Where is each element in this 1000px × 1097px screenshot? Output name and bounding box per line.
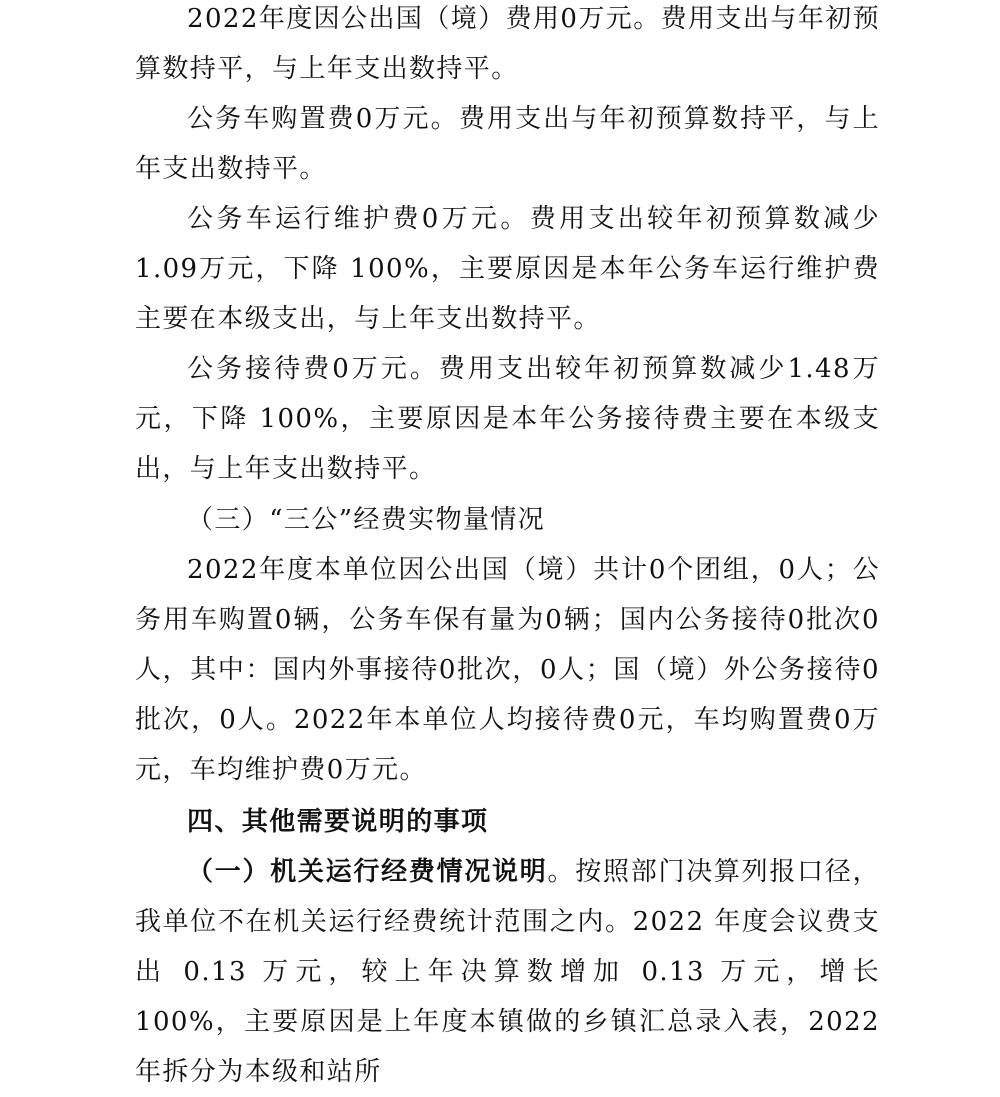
paragraph-vehicle-purchase-cost: 公务车购置费0万元。费用支出与年初预算数持平，与上年支出数持平。 [135,104,880,184]
paragraph-physical-quantity-details: 2022年度本单位因公出国（境）共计0个团组，0人；公务用车购置0辆，公务车保有量为0辆；国内公务接待0批次0人，其中：国内外事接待0批次，0人；国（境）外公务接待0批次，0人。2022年本单位人均接待费0元，车均购置费0万元，车均维护费0万元。 [135,555,880,785]
paragraph-vehicle-maintenance-cost: 公务车运行维护费0万元。费用支出较年初预算数减少1.09万元，下降 100%，主要原因是本年公务车运行维护费主要在本级支出，与上年支出数持平。 [135,204,880,334]
paragraph-operating-expenses [135,847,880,1097]
section-heading-physical-quantity: （三）“三公”经费实物量情况 [187,505,546,535]
operating-expenses-lead: （一）机关运行经费情况说明 [187,857,548,887]
section-heading-other-matters: 四、其他需要说明的事项 [187,807,489,837]
paragraph-reception-cost: 公务接待费0万元。费用支出较年初预算数减少1.48万元，下降 100%，主要原因是本年公务接待费主要在本级支出，与上年支出数持平。 [135,354,880,484]
paragraph-overseas-travel-cost: 2022年度因公出国（境）费用0万元。费用支出与年初预算数持平，与上年支出数持平。 [135,4,880,84]
operating-expenses-body: 。按照部门决算列报口径，我单位不在机关运行经费统计范围之内。2022 年度会议费支出 0.13 万元，较上年决算数增加 0.13 万元，增长 100%，主要原因是上年度本镇做的乡镇汇总录入表，2022 年拆分为本级和站所 [135,857,880,1087]
